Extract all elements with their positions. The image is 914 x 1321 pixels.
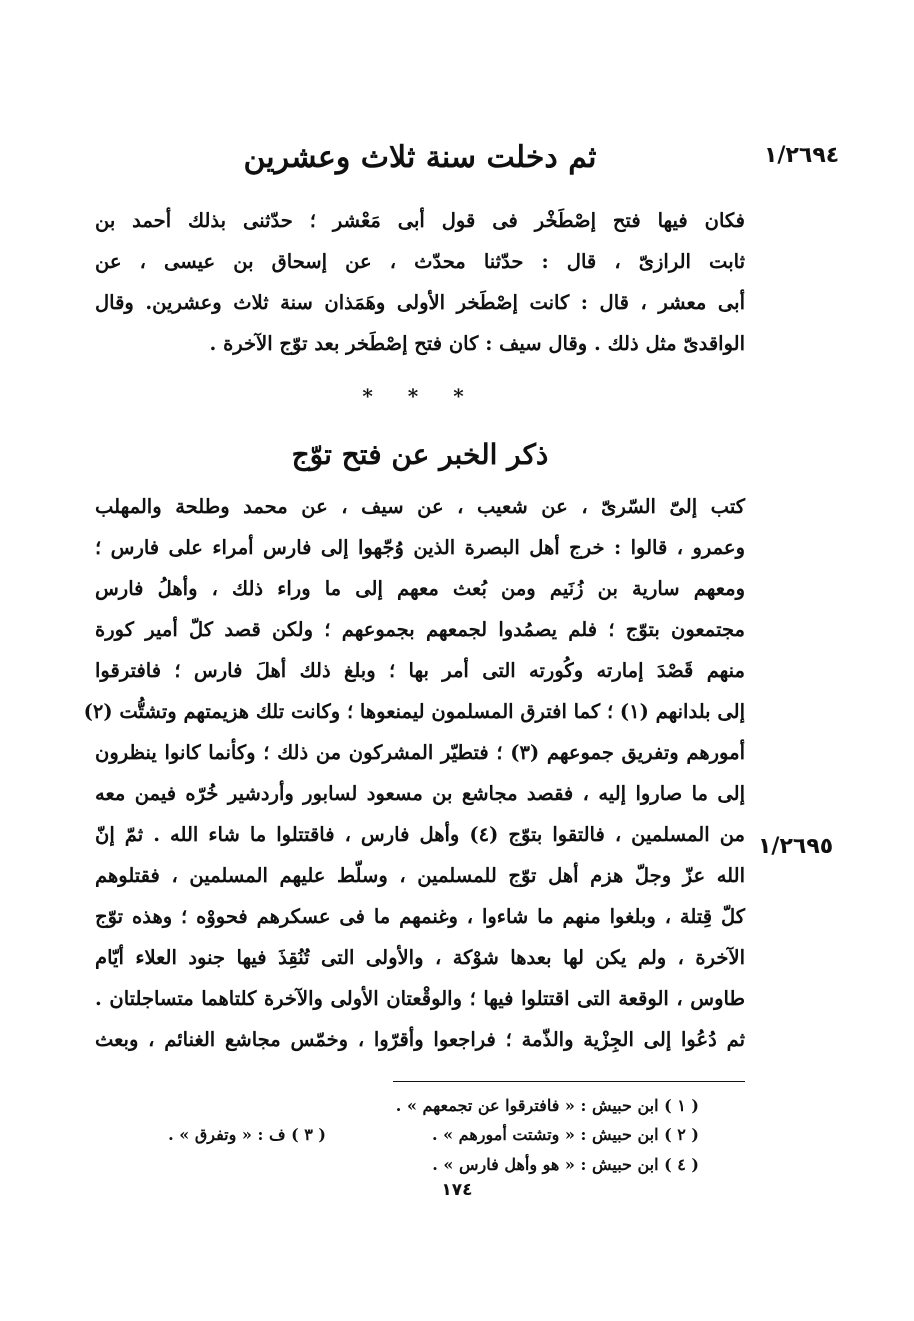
text-line: ثم دُعُوا إلى الجِزْية والذّمة ؛ فراجعوا وأقرّوا ، وخمّس مجاشع الغنائم ، وبعث <box>95 1028 745 1051</box>
text-line: كلّ قِتلة ، وبلغوا منهم ما شاءوا ، وغنمهم ما فى عسكرهم فحووْه ؛ وهذه توّج <box>95 905 745 928</box>
text-line: ثابت الرازىّ ، قال : حدّثنا محدّث ، عن إسحاق بن عيسى ، عن <box>95 250 745 273</box>
text-line: منهم قَصْدَ إمارته وكُورته التى أمر بها ؛ وبلغ ذلك أهلَ فارس ؛ فافترقوا <box>95 659 745 682</box>
footnote-1: ( ١ ) ابن حبيش : « فافترقوا عن تجمعهم » . <box>395 1096 699 1115</box>
paragraph-year-intro <box>95 200 745 364</box>
text-line: ومعهم سارية بن زُنَيم ومن بُعث معهم إلى ما وراء ذلك ، وأهلُ فارس <box>95 577 745 600</box>
text-line: طاوس ، الوقعة التى اقتتلوا فيها ؛ والوقْعتان الأولى والآخرة كلتاهما متساجلتان . <box>95 987 745 1010</box>
section-separator: * * * <box>362 384 478 408</box>
section-heading-year: ثم دخلت سنة ثلاث وعشرين <box>243 140 597 175</box>
margin-reference-middle: ١/٢٦٩٥ <box>758 834 834 859</box>
text-line: إلى ما صاروا إليه ، فقصد مجاشع بن مسعود لسابور وأردشير خُرّه فيمن معه <box>95 782 745 805</box>
text-line: مجتمعون بتوّج ؛ فلم يصمُدوا لجمعهم بجموعهم ؛ ولكن قصد كلّ أمير كورة <box>95 618 745 641</box>
footnote-4: ( ٤ ) ابن حبيش : « هو وأهل فارس » . <box>432 1155 699 1174</box>
text-line: من المسلمين ، فالتقوا بتوّج (٤) وأهل فارس ، فاقتتلوا ما شاء الله . ثمّ إنّ <box>95 823 745 846</box>
footnote-2: ( ٢ ) ابن حبيش : « وتشتت أمورهم » . <box>431 1125 699 1144</box>
text-line: إلى بلدانهم (١) ؛ كما افترق المسلمون ليمنعوها ؛ وكانت تلك هزيمتهم وتشتُّت (٢) <box>83 700 745 723</box>
footnote-3: ( ٣ ) ف : « وتفرق » . <box>168 1125 326 1144</box>
text-line: فكان فيها فتح إصْطَخْر فى قول أبى مَعْشر ؛ حدّثنى بذلك أحمد بن <box>95 209 745 232</box>
paragraph-tawwaj <box>83 486 745 1060</box>
page-number: ١٧٤ <box>441 1180 473 1200</box>
text-line: وعمرو ، قالوا : خرج أهل البصرة الذين وُجّهوا إلى فارس أمراء على فارس ؛ <box>95 536 745 559</box>
text-line: أمورهم وتفريق جموعهم (٣) ؛ فتطيّر المشركون من ذلك ؛ وكأنما كانوا ينظرون <box>95 741 745 764</box>
text-line: كتب إلىّ السّرىّ ، عن شعيب ، عن سيف ، عن محمد وطلحة والمهلب <box>95 495 745 518</box>
section-heading-tawwaj: ذكر الخبر عن فتح توّج <box>291 438 549 471</box>
text-line: الآخرة ، ولم يكن لها بعدها شوْكة ، والأولى التى تُنُقِذَ فيها جنود العلاء أيّام <box>95 946 745 969</box>
text-line: أبى معشر ، قال : كانت إصْطَخر الأولى وهَمَذان سنة ثلاث وعشرين. وقال <box>95 291 745 314</box>
text-line: الواقدىّ مثل ذلك . وقال سيف : كان فتح إصْطَخر بعد توّج الآخرة . <box>209 332 745 355</box>
margin-reference-top: ١/٢٦٩٤ <box>764 143 840 168</box>
text-line: الله عزّ وجلّ هزم أهل توّج للمسلمين ، وسلّط عليهم المسلمين ، فقتلوهم <box>95 864 745 887</box>
footnote-rule <box>393 1081 745 1082</box>
